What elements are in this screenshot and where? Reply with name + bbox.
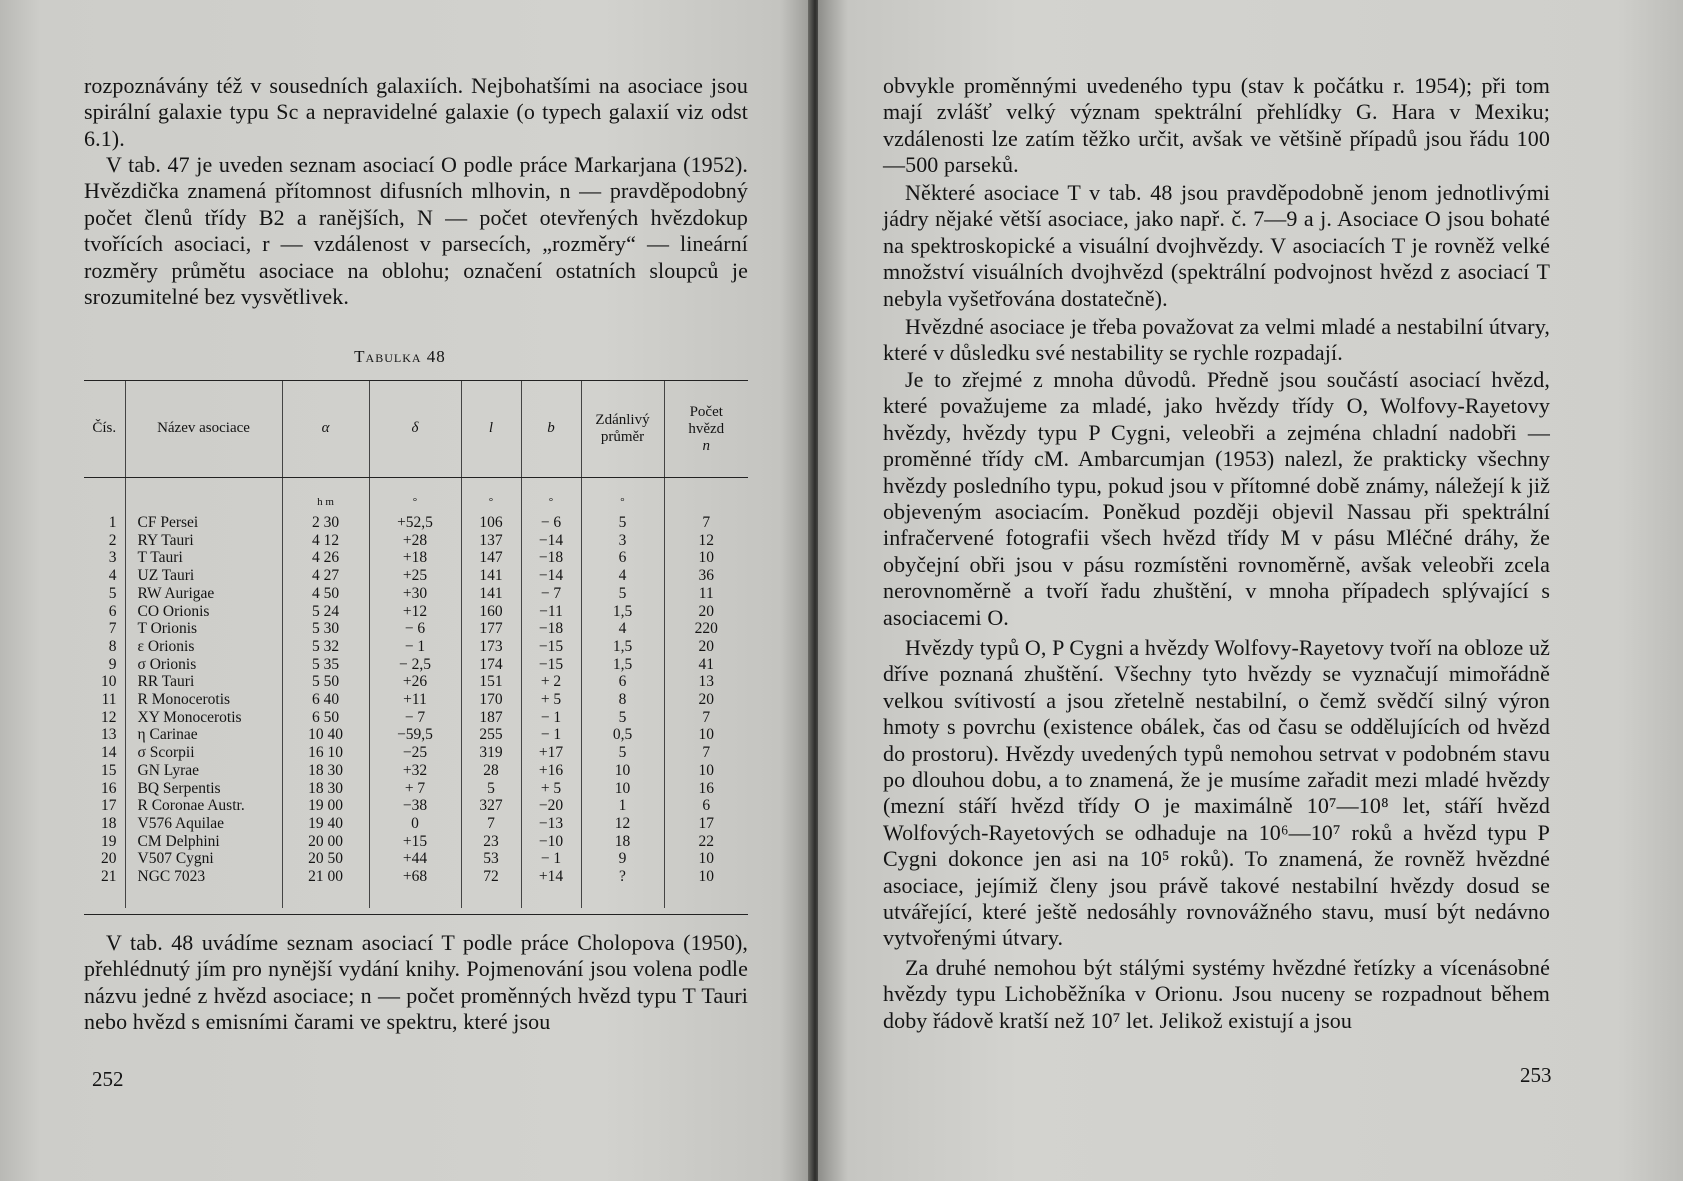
row-name: ε Orionis xyxy=(125,638,282,656)
row-delta: +11 xyxy=(369,691,461,709)
row-name: V576 Aquilae xyxy=(125,815,282,833)
header-l: l xyxy=(461,381,521,478)
table-row xyxy=(84,638,748,656)
row-b: + 5 xyxy=(521,691,581,709)
row-number: 1 xyxy=(84,514,125,532)
row-number: 12 xyxy=(84,709,125,727)
row-diameter: 1,5 xyxy=(581,638,664,656)
row-count: 41 xyxy=(698,655,714,673)
left-paragraph-3: V tab. 48 uvádíme seznam asociací T podle práce Cholopova (1950), přehlédnutý jím pro nynější vydání knihy. Pojmenování jsou volena podle názvu jedné z hvězd asociace; n — počet proměnných hvězd typu T Tauri nebo hvězd s emisními čarami ve spektru, které jsou xyxy=(84,930,748,1035)
row-delta: − 7 xyxy=(369,709,461,727)
table-row xyxy=(84,762,748,780)
table-bottom-space xyxy=(84,886,748,908)
row-l: 327 xyxy=(461,797,521,815)
row-alpha: 19 00 xyxy=(282,797,369,815)
row-number: 16 xyxy=(84,780,125,798)
row-b: −13 xyxy=(521,815,581,833)
table-title: Tabulka 48 xyxy=(354,347,446,366)
row-delta: −25 xyxy=(369,744,461,762)
row-alpha: 16 10 xyxy=(282,744,369,762)
table-row xyxy=(84,726,748,744)
row-alpha: 10 40 xyxy=(282,726,369,744)
row-number: 19 xyxy=(84,833,125,851)
row-count: 10 xyxy=(698,549,714,567)
row-alpha: 2 30 xyxy=(282,514,369,532)
row-number: 7 xyxy=(84,620,125,638)
row-count: 10 xyxy=(698,726,714,744)
row-delta: + 7 xyxy=(369,780,461,798)
row-b: − 6 xyxy=(521,514,581,532)
row-name: σ Orionis xyxy=(125,656,282,674)
row-b: −11 xyxy=(521,603,581,621)
table-row xyxy=(84,815,748,833)
row-alpha: 20 50 xyxy=(282,850,369,868)
row-number: 4 xyxy=(84,567,125,585)
row-b: −18 xyxy=(521,620,581,638)
row-alpha: 5 24 xyxy=(282,603,369,621)
row-delta: +30 xyxy=(369,585,461,603)
row-name: CM Delphini xyxy=(125,833,282,851)
row-diameter: 6 xyxy=(581,673,664,691)
header-alpha: α xyxy=(282,381,369,478)
row-b: −20 xyxy=(521,797,581,815)
row-count: 20 xyxy=(698,691,714,709)
header-diameter-text: Zdánlivý průměr xyxy=(595,412,650,445)
row-delta: +52,5 xyxy=(369,514,461,532)
row-diameter: 1 xyxy=(581,797,664,815)
header-b: b xyxy=(521,381,581,478)
row-delta: +26 xyxy=(369,673,461,691)
row-alpha: 5 50 xyxy=(282,673,369,691)
row-b: −10 xyxy=(521,833,581,851)
table-row xyxy=(84,549,748,567)
right-paragraph-3: Hvězdné asociace je třeba považovat za velmi mladé a nestabilní útvary, které v důsledku své nestability se rychle rozpadají. xyxy=(883,314,1550,366)
row-diameter: 5 xyxy=(581,709,664,727)
row-delta: 0 xyxy=(369,815,461,833)
row-l: 141 xyxy=(461,585,521,603)
row-b: − 1 xyxy=(521,726,581,744)
left-paragraph-2: V tab. 47 je uveden seznam asociací O podle práce Markarjana (1952). Hvězdička znamená přítomnost difusních mlhovin, n — pravděpodobný počet členů třídy B2 a ranějších, N — počet otevřených hvězdokup tvořících asociaci, r — vzdálenost v parsecích, „rozměry“ — lineární rozměry průmětu asociace na oblohu; označení ostatních sloupců je srozumitelné bez vysvětlivek. xyxy=(84,152,748,310)
row-number: 17 xyxy=(84,797,125,815)
page-number-right: 253 xyxy=(1520,1063,1552,1087)
table-row xyxy=(84,744,748,762)
row-b: −14 xyxy=(521,567,581,585)
row-l: 319 xyxy=(461,744,521,762)
row-b: −15 xyxy=(521,638,581,656)
header-cis: Čís. xyxy=(84,381,125,478)
row-name: R Coronae Austr. xyxy=(125,797,282,815)
row-l: 151 xyxy=(461,673,521,691)
row-number: 14 xyxy=(84,744,125,762)
header-count-n: n xyxy=(702,437,710,454)
row-b: + 5 xyxy=(521,780,581,798)
row-number: 18 xyxy=(84,815,125,833)
row-diameter: 5 xyxy=(581,585,664,603)
row-delta: +44 xyxy=(369,850,461,868)
row-delta: − 2,5 xyxy=(369,656,461,674)
row-delta: +68 xyxy=(369,868,461,886)
row-count: 7 xyxy=(702,744,711,762)
row-l: 28 xyxy=(461,762,521,780)
row-l: 187 xyxy=(461,709,521,727)
row-diameter: 0,5 xyxy=(581,726,664,744)
row-count: 10 xyxy=(698,868,714,886)
row-diameter: 4 xyxy=(581,567,664,585)
row-name: GN Lyrae xyxy=(125,762,282,780)
unit-b: ° xyxy=(521,478,581,515)
row-number: 5 xyxy=(84,585,125,603)
row-delta: +32 xyxy=(369,762,461,780)
right-paragraph-6: Za druhé nemohou být stálými systémy hvězdné řetízky a vícenásobné hvězdy typu Lichoběžníka v Orionu. Jsou nuceny se rozpadnout během doby řádově kratší než 10⁷ let. Jelikož existují a jsou xyxy=(883,955,1550,1033)
row-name: RW Aurigae xyxy=(125,585,282,603)
row-b: −15 xyxy=(521,656,581,674)
row-name: BQ Serpentis xyxy=(125,780,282,798)
row-alpha: 6 40 xyxy=(282,691,369,709)
units-row xyxy=(84,478,748,515)
unit-l: ° xyxy=(461,478,521,515)
header-count-text: Počet hvězd xyxy=(688,403,725,437)
page-number-left: 252 xyxy=(92,1067,124,1091)
row-count: 6 xyxy=(702,797,711,815)
row-name: UZ Tauri xyxy=(125,567,282,585)
row-name: R Monocerotis xyxy=(125,691,282,709)
row-b: −18 xyxy=(521,549,581,567)
row-delta: +15 xyxy=(369,833,461,851)
row-l: 106 xyxy=(461,514,521,532)
right-paragraph-4: Je to zřejmé z mnoha důvodů. Předně jsou součástí asociací hvězd, které považujeme za mladé, jako hvězdy třídy O, Wolfovy-Rayetovy hvězdy, hvězdy typu P Cygni, veleobři a zejména chladní nadobři — proměnné třídy cM. Ambarcumjan (1953) nalezl, že prakticky všechny hvězdy posledního typu, pokud jsou v přítomné době známy, náležejí k již objeveným asociacím. Poněkud později objevil Nassau při spektrální infračervené fotografii všech hvězd třídy M v pásu Mléčné dráhy, že obyčejní obři jsou v pásu rozmístěni rovnoměrně, avšak veleobři zcela nerovnoměrně a tvoří řadu zhuštění, v mnoha případech splývající s asociacemi O. xyxy=(883,367,1550,630)
row-delta: +12 xyxy=(369,603,461,621)
header-name: Název asociace xyxy=(125,381,282,478)
table-row xyxy=(84,620,748,638)
table-header-row xyxy=(84,381,748,478)
row-b: − 1 xyxy=(521,850,581,868)
unit-delta: ° xyxy=(369,478,461,515)
row-number: 20 xyxy=(84,850,125,868)
row-l: 137 xyxy=(461,532,521,550)
table-row xyxy=(84,585,748,603)
row-alpha: 6 50 xyxy=(282,709,369,727)
row-number: 3 xyxy=(84,549,125,567)
table-row xyxy=(84,709,748,727)
row-diameter: 10 xyxy=(581,762,664,780)
row-name: RR Tauri xyxy=(125,673,282,691)
row-count: 17 xyxy=(698,814,714,832)
row-delta: +28 xyxy=(369,532,461,550)
table-row xyxy=(84,603,748,621)
row-diameter: 1,5 xyxy=(581,656,664,674)
row-l: 174 xyxy=(461,656,521,674)
row-name: CF Persei xyxy=(125,514,282,532)
row-delta: +25 xyxy=(369,567,461,585)
row-name: η Carinae xyxy=(125,726,282,744)
row-alpha: 4 50 xyxy=(282,585,369,603)
row-l: 5 xyxy=(461,780,521,798)
row-count: 20 xyxy=(698,637,714,655)
row-delta: − 6 xyxy=(369,620,461,638)
row-name: RY Tauri xyxy=(125,532,282,550)
right-paragraph-5: Hvězdy typů O, P Cygni a hvězdy Wolfovy-Rayetovy tvoří na obloze už dříve poznaná zhuštění. Všechny tyto hvězdy se vyznačují mimořádně velkou svítivostí a jsou zřetelně nestabilní, o čemž svědčí silný výron hmoty s povrchu (existence obálek, čas od času se oddělujících od hvězd do prostoru). Hvězdy uvedených typů nemohou setrvat v podobném stavu po dlouhou dobu, a to znamená, že je musíme zařadit mezi mladé hvězdy (mezní stáří hvězd třídy O je maximálně 10⁷—10⁸ let, stáří hvězd Wolfových-Rayetových se odhaduje na 10⁶—10⁷ roků a hvězd typu P Cygni dokonce jen asi na 10⁵ roků). To znamená, že rovněž hvězdné asociace, jejímiž členy jsou právě takové nestabilní hvězdy dosud se utvářející, které ještě nedosáhly rovnovážného stavu, musí být nedávno vytvořenými útvary. xyxy=(883,635,1550,951)
row-name: T Tauri xyxy=(125,549,282,567)
table-row xyxy=(84,850,748,868)
row-number: 2 xyxy=(84,532,125,550)
row-b: +16 xyxy=(521,762,581,780)
row-l: 141 xyxy=(461,567,521,585)
row-count: 10 xyxy=(698,850,714,868)
row-count: 11 xyxy=(698,584,714,602)
row-diameter: 5 xyxy=(581,744,664,762)
row-diameter: 8 xyxy=(581,691,664,709)
row-alpha: 20 00 xyxy=(282,833,369,851)
row-delta: −59,5 xyxy=(369,726,461,744)
unit-alpha: h m xyxy=(282,478,369,515)
table-row xyxy=(84,514,748,532)
table-row xyxy=(84,532,748,550)
right-page xyxy=(818,0,1683,1181)
row-diameter: 5 xyxy=(581,514,664,532)
row-count: 16 xyxy=(698,779,714,797)
left-page xyxy=(0,0,812,1181)
row-count: 7 xyxy=(702,708,711,726)
row-name: T Orionis xyxy=(125,620,282,638)
row-diameter: 6 xyxy=(581,549,664,567)
header-diameter xyxy=(581,381,664,478)
row-diameter: 1,5 xyxy=(581,603,664,621)
row-diameter: 3 xyxy=(581,532,664,550)
associations-table xyxy=(84,380,748,915)
row-name: XY Monocerotis xyxy=(125,709,282,727)
table-row xyxy=(84,691,748,709)
row-count: 10 xyxy=(698,761,714,779)
row-count: 22 xyxy=(698,832,714,850)
row-diameter: 9 xyxy=(581,850,664,868)
row-l: 160 xyxy=(461,603,521,621)
row-alpha: 4 27 xyxy=(282,567,369,585)
left-paragraph-1: rozpoznávány též v sousedních galaxiích. Nejbohatšími na asociace jsou spirální galaxie typu Sc a nepravidelné galaxie (o typech galaxií viz odst 6.1). xyxy=(84,73,748,151)
row-alpha: 5 35 xyxy=(282,656,369,674)
row-l: 177 xyxy=(461,620,521,638)
row-number: 10 xyxy=(84,673,125,691)
right-paragraph-2: Některé asociace T v tab. 48 jsou pravděpodobně jenom jednotlivými jádry nějaké větší asociace, jako např. č. 7—9 a j. Asociace O jsou bohaté na spektroskopické a visuální dvojhvězdy. V asociacích T je rovněž velké množství visuálních dvojhvězd (spektrální podvojnost hvězd z asociací T nebyla vyšetřována dostatečně). xyxy=(883,180,1550,311)
row-number: 8 xyxy=(84,638,125,656)
row-l: 255 xyxy=(461,726,521,744)
row-delta: − 1 xyxy=(369,638,461,656)
row-l: 173 xyxy=(461,638,521,656)
row-delta: −38 xyxy=(369,797,461,815)
row-l: 7 xyxy=(461,815,521,833)
table-row xyxy=(84,673,748,691)
row-name: σ Scorpii xyxy=(125,744,282,762)
row-alpha: 21 00 xyxy=(282,868,369,886)
table-row xyxy=(84,780,748,798)
row-alpha: 5 32 xyxy=(282,638,369,656)
row-number: 15 xyxy=(84,762,125,780)
table-row xyxy=(84,656,748,674)
row-alpha: 4 26 xyxy=(282,549,369,567)
row-b: + 2 xyxy=(521,673,581,691)
row-b: +14 xyxy=(521,868,581,886)
row-l: 147 xyxy=(461,549,521,567)
table-row xyxy=(84,797,748,815)
row-alpha: 19 40 xyxy=(282,815,369,833)
header-count xyxy=(664,381,748,478)
row-count: 36 xyxy=(698,567,714,585)
row-diameter: ? xyxy=(581,868,664,886)
row-number: 9 xyxy=(84,656,125,674)
row-number: 6 xyxy=(84,603,125,621)
row-l: 170 xyxy=(461,691,521,709)
row-l: 72 xyxy=(461,868,521,886)
right-paragraph-1: obvykle proměnnými uvedeného typu (stav k počátku r. 1954); při tom mají zvlášť velký význam spektrální přehlídky G. Hara v Mexiku; vzdálenosti lze zatím těžko určit, avšak ve většině případů jsou řádu 100—500 parseků. xyxy=(883,73,1550,178)
row-number: 13 xyxy=(84,726,125,744)
table-row xyxy=(84,833,748,851)
row-name: NGC 7023 xyxy=(125,868,282,886)
row-name: CO Orionis xyxy=(125,603,282,621)
row-count: 12 xyxy=(698,531,714,549)
row-b: +17 xyxy=(521,744,581,762)
row-diameter: 12 xyxy=(581,815,664,833)
row-count: 220 xyxy=(694,620,718,638)
row-number: 21 xyxy=(84,868,125,886)
row-count: 13 xyxy=(698,673,714,691)
row-diameter: 4 xyxy=(581,620,664,638)
row-l: 53 xyxy=(461,850,521,868)
row-b: − 1 xyxy=(521,709,581,727)
row-alpha: 4 12 xyxy=(282,532,369,550)
header-delta: δ xyxy=(369,381,461,478)
row-diameter: 18 xyxy=(581,833,664,851)
row-diameter: 10 xyxy=(581,780,664,798)
row-number: 11 xyxy=(84,691,125,709)
row-count: 20 xyxy=(698,602,714,620)
row-l: 23 xyxy=(461,833,521,851)
row-alpha: 5 30 xyxy=(282,620,369,638)
row-count: 7 xyxy=(702,514,711,531)
table-row xyxy=(84,567,748,585)
row-alpha: 18 30 xyxy=(282,762,369,780)
row-b: − 7 xyxy=(521,585,581,603)
row-name: V507 Cygni xyxy=(125,850,282,868)
row-alpha: 18 30 xyxy=(282,780,369,798)
row-b: −14 xyxy=(521,532,581,550)
unit-diameter: ° xyxy=(581,478,664,515)
table-row xyxy=(84,868,748,886)
row-delta: +18 xyxy=(369,549,461,567)
